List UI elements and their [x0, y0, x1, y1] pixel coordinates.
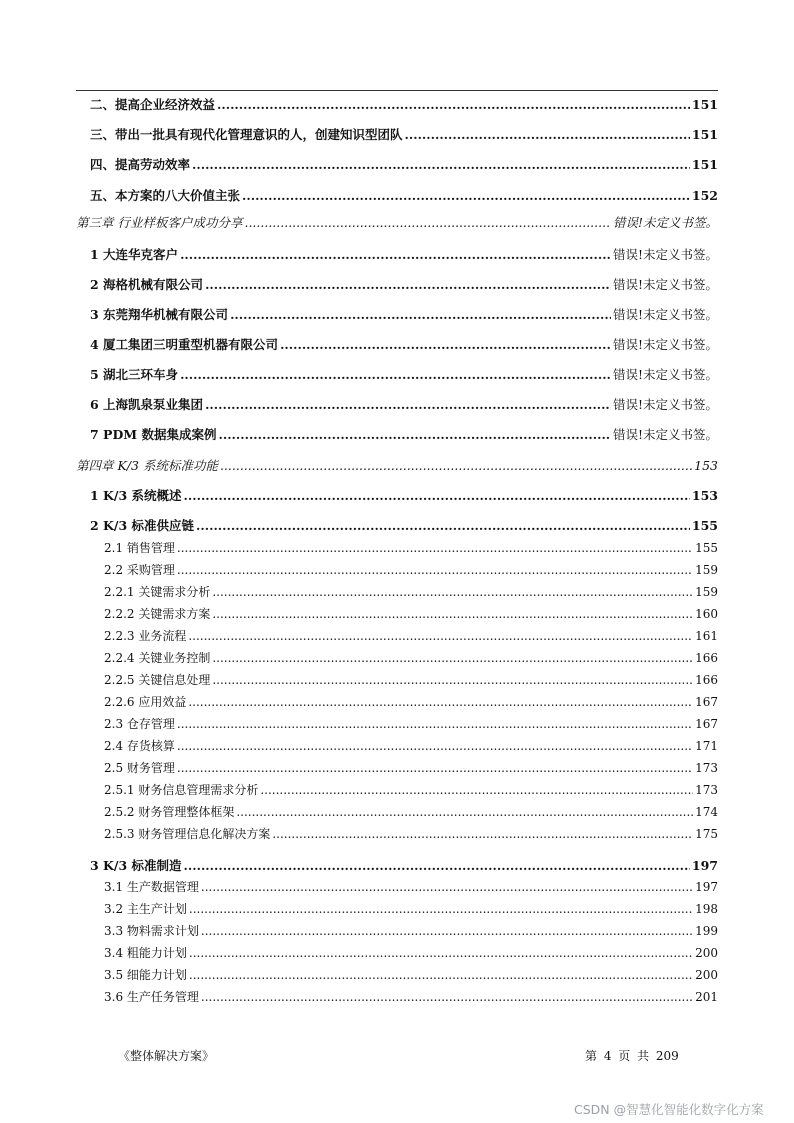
toc-entry-page: 151	[691, 127, 718, 142]
toc-entry[interactable]	[104, 737, 718, 753]
toc-entry[interactable]	[76, 213, 718, 231]
toc-entry[interactable]	[90, 395, 718, 413]
footer-page-number: 第 4 页 共 209	[585, 1049, 679, 1063]
toc-dot-leader	[230, 307, 611, 322]
toc-entry-page: 错误!未定义书签。	[612, 337, 718, 352]
toc-entry-page: 166	[695, 651, 718, 665]
toc-entry-title: 3 K/3 标准制造	[90, 858, 182, 873]
toc-entry[interactable]	[90, 125, 718, 143]
toc-entry[interactable]	[90, 95, 718, 113]
toc-entry[interactable]	[104, 825, 718, 841]
toc-entry[interactable]	[90, 856, 718, 874]
toc-dot-leader	[280, 337, 611, 352]
toc-dot-leader	[184, 858, 690, 873]
toc-dot-leader	[189, 968, 693, 982]
toc-entry-title: 2 K/3 标准供应链	[90, 518, 195, 533]
toc-entry-page: 153	[691, 488, 718, 503]
toc-entry-title: 2.2.2 关键需求方案	[104, 607, 211, 621]
toc-dot-leader	[180, 367, 611, 382]
footer-document-title: 《整体解决方案》	[118, 1049, 215, 1063]
toc-entry-page: 错误!未定义书签。	[612, 277, 718, 292]
toc-entry-title: 3.3 物料需求计划	[104, 924, 199, 938]
toc-entry-page: 200	[695, 946, 718, 960]
toc-entry-title: 1 K/3 系统概述	[90, 488, 182, 503]
toc-entry[interactable]	[90, 275, 718, 293]
toc-entry[interactable]	[104, 922, 718, 938]
toc-entry[interactable]	[90, 305, 718, 323]
toc-dot-leader	[212, 651, 693, 665]
toc-dot-leader	[217, 97, 690, 112]
toc-dot-leader	[188, 629, 693, 643]
toc-entry-page: 159	[695, 563, 718, 577]
toc-entry-title: 2.4 存货核算	[104, 739, 175, 753]
toc-entry[interactable]	[104, 583, 718, 599]
toc-entry[interactable]	[104, 649, 718, 665]
toc-entry[interactable]	[104, 759, 718, 775]
toc-entry-page: 错误!未定义书签。	[612, 397, 718, 412]
toc-dot-leader	[218, 427, 610, 442]
toc-entry[interactable]	[104, 671, 718, 687]
toc-entry-title: 二、提高企业经济效益	[90, 97, 216, 112]
toc-entry[interactable]	[104, 715, 718, 731]
toc-dot-leader	[220, 458, 692, 473]
toc-dot-leader	[184, 488, 690, 503]
toc-dot-leader	[177, 739, 693, 753]
toc-entry-page: 167	[695, 695, 718, 709]
toc-entry-page: 错误!未定义书签。	[612, 215, 718, 230]
toc-dot-leader	[201, 880, 693, 894]
toc-entry-page: 159	[695, 585, 718, 599]
toc-entry-page: 173	[695, 783, 718, 797]
toc-dot-leader	[205, 277, 611, 292]
toc-entry[interactable]	[90, 365, 718, 383]
toc-entry[interactable]	[90, 245, 718, 263]
toc-entry-title: 3.4 粗能力计划	[104, 946, 187, 960]
toc-entry-title: 2.1 销售管理	[104, 541, 175, 555]
toc-entry[interactable]	[104, 539, 718, 555]
toc-dot-leader	[260, 783, 693, 797]
toc-entry[interactable]	[104, 561, 718, 577]
toc-entry-page: 166	[695, 673, 718, 687]
toc-dot-leader	[192, 157, 690, 172]
toc-entry-title: 2.5.3 财务管理信息化解决方案	[104, 827, 271, 841]
toc-entry-title: 7 PDM 数据集成案例	[90, 427, 217, 442]
toc-entry-page: 197	[691, 858, 718, 873]
toc-dot-leader	[189, 946, 693, 960]
toc-dot-leader	[201, 990, 693, 1004]
toc-dot-leader	[272, 827, 693, 841]
toc-entry-title: 四、提高劳动效率	[90, 157, 191, 172]
toc-entry[interactable]	[104, 900, 718, 916]
toc-entry-title: 2.2 采购管理	[104, 563, 175, 577]
toc-entry-page: 错误!未定义书签。	[612, 367, 718, 382]
toc-entry[interactable]	[90, 155, 718, 173]
toc-entry[interactable]	[104, 878, 718, 894]
toc-entry-title: 3.5 细能力计划	[104, 968, 187, 982]
toc-entry-title: 3 东莞翔华机械有限公司	[90, 307, 229, 322]
toc-entry-page: 错误!未定义书签。	[612, 247, 718, 262]
toc-entry-title: 三、带出一批具有现代化管理意识的人，创建知识型团队	[90, 127, 403, 142]
toc-entry-title: 3.1 生产数据管理	[104, 880, 199, 894]
toc-entry[interactable]	[104, 988, 718, 1004]
toc-dot-leader	[212, 585, 693, 599]
toc-entry[interactable]	[104, 944, 718, 960]
toc-dot-leader	[201, 924, 693, 938]
toc-entry-title: 2.5 财务管理	[104, 761, 175, 775]
csdn-watermark: CSDN @智慧化智能化数字化方案	[574, 1102, 764, 1117]
toc-entry-title: 2.2.5 关键信息处理	[104, 673, 211, 687]
toc-entry-page: 160	[695, 607, 718, 621]
toc-entry-title: 2.5.1 财务信息管理需求分析	[104, 783, 259, 797]
toc-entry-page: 错误!未定义书签。	[612, 307, 718, 322]
toc-entry[interactable]	[104, 693, 718, 709]
toc-entry-page: 167	[695, 717, 718, 731]
toc-entry-page: 152	[691, 188, 718, 203]
toc-entry-title: 第四章 K/3 系统标准功能	[76, 458, 218, 473]
toc-entry-title: 2 海格机械有限公司	[90, 277, 204, 292]
toc-entry-title: 2.5.2 财务管理整体框架	[104, 805, 235, 819]
toc-entry[interactable]	[76, 456, 718, 474]
toc-dot-leader	[177, 761, 693, 775]
toc-entry-page: 171	[695, 739, 718, 753]
toc-entry-page: 200	[695, 968, 718, 982]
toc-entry[interactable]	[90, 516, 718, 534]
toc-dot-leader	[177, 541, 693, 555]
toc-entry-page: 175	[695, 827, 718, 841]
toc-entry-title: 3.6 生产任务管理	[104, 990, 199, 1004]
toc-dot-leader	[189, 902, 693, 916]
toc-entry-title: 2.2.3 业务流程	[104, 629, 187, 643]
toc-entry[interactable]	[104, 803, 718, 819]
toc-entry-title: 五、本方案的八大价值主张	[90, 188, 241, 203]
toc-entry-title: 5 湖北三环车身	[90, 367, 179, 382]
toc-dot-leader	[188, 695, 693, 709]
toc-entry[interactable]	[104, 781, 718, 797]
toc-dot-leader	[177, 717, 693, 731]
toc-entry-page: 151	[691, 97, 718, 112]
toc-entry-page: 151	[691, 157, 718, 172]
toc-entry[interactable]	[90, 425, 718, 443]
toc-dot-leader	[205, 397, 611, 412]
toc-dot-leader	[244, 215, 610, 230]
toc-dot-leader	[177, 563, 693, 577]
toc-entry-title: 1 大连华克客户	[90, 247, 179, 262]
header-rule	[76, 90, 718, 91]
toc-entry-page: 错误!未定义书签。	[612, 427, 718, 442]
toc-entry-page: 161	[695, 629, 718, 643]
toc-dot-leader	[242, 188, 690, 203]
toc-dot-leader	[180, 247, 611, 262]
toc-entry-page: 173	[695, 761, 718, 775]
toc-dot-leader	[236, 805, 693, 819]
toc-entry-title: 4 厦工集团三明重型机器有限公司	[90, 337, 279, 352]
toc-entry-page: 174	[695, 805, 718, 819]
toc-entry-title: 第三章 行业样板客户成功分享	[76, 215, 243, 230]
toc-entry-page: 199	[695, 924, 718, 938]
toc-entry[interactable]	[90, 486, 718, 504]
toc-entry-page: 155	[695, 541, 718, 555]
toc-entry-title: 2.2.6 应用效益	[104, 695, 187, 709]
toc-entry-title: 3.2 主生产计划	[104, 902, 187, 916]
toc-dot-leader	[196, 518, 690, 533]
toc-entry-title: 2.2.1 关键需求分析	[104, 585, 211, 599]
toc-entry-title: 2.2.4 关键业务控制	[104, 651, 211, 665]
toc-entry[interactable]	[90, 186, 718, 204]
toc-entry[interactable]	[104, 966, 718, 982]
toc-entry-page: 198	[695, 902, 718, 916]
toc-dot-leader	[405, 127, 690, 142]
toc-entry-page: 201	[695, 990, 718, 1004]
toc-entry-page: 153	[694, 458, 718, 473]
toc-entry-title: 6 上海凯泉泵业集团	[90, 397, 204, 412]
toc-entry-page: 197	[695, 880, 718, 894]
toc-dot-leader	[212, 607, 693, 621]
toc-entry-title: 2.3 仓存管理	[104, 717, 175, 731]
toc-entry[interactable]	[90, 335, 718, 353]
toc-entry[interactable]	[104, 627, 718, 643]
toc-entry[interactable]	[104, 605, 718, 621]
toc-entry-page: 155	[691, 518, 718, 533]
toc-dot-leader	[212, 673, 693, 687]
